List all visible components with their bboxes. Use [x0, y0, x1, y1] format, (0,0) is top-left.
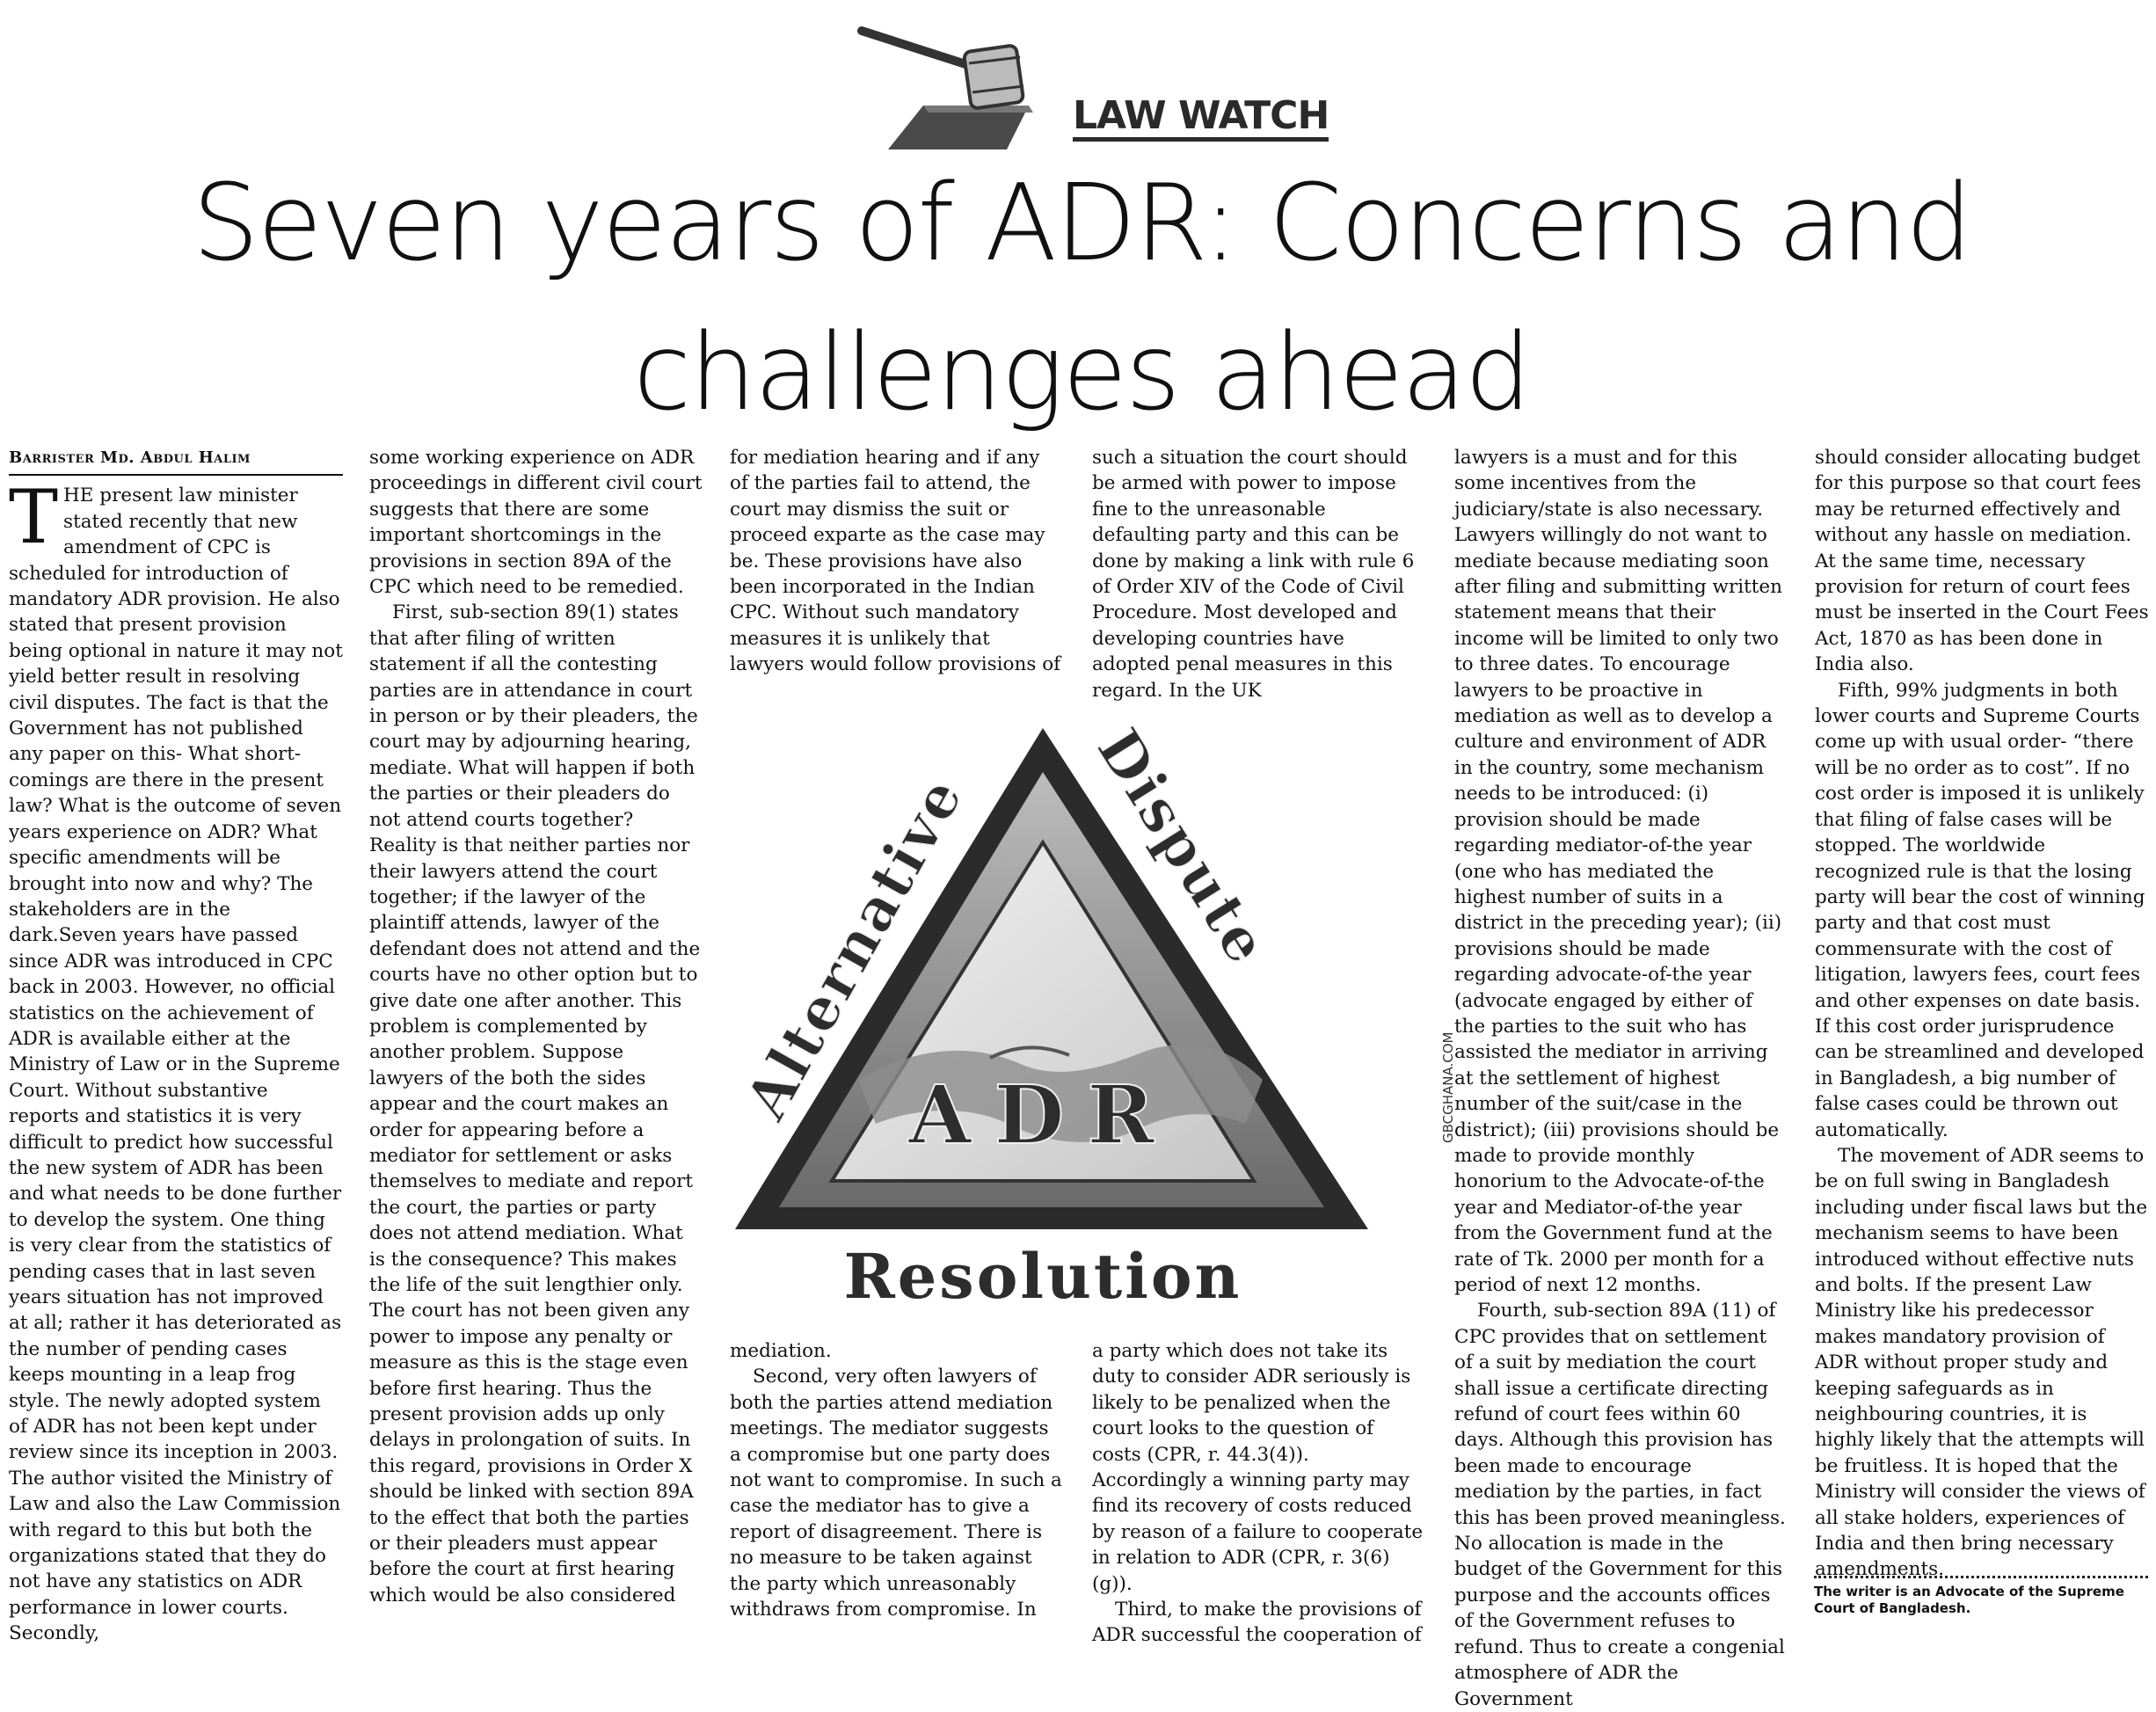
column-4-top-paragraph: such a situation the court should be armed with power to impose fine to the unreasonable defaulting party and this can be done by making a link with rule 6 of Order XIV of the Code of Civil Procedure. Most developed and developing countries have adopted penal measures in this regard. In the UK [1092, 447, 1415, 702]
section-label: LAW WATCH [1073, 95, 1329, 142]
column-2-paragraph-2: First, sub-section 89(1) states that after filing of written statement if all the contesting parties are in attendance in court in person or by their pleaders, the court may by adjourning hearing, mediate. What will happen if both the parties or their pleaders do not attend courts together? Reality is that neither parties nor their lawyers attend the court together; if the lawyer of the plaintiff attends, lawyer of the defendant does not attend and the courts have no other option but to give date one after another. This problem is complemented by another problem. Suppose lawyers of the both the sides appear and the court makes an order for appearing before a mediator for settlement or asks themselves to mediate and report the court, the parties or party does not attend mediation. What is the consequence? This makes the life of the suit lengthier only. The court has not been given any power to impose any penalty or measure as this is the stage even before first hearing. Thus the present provision adds up only delays in prolongation of suits. In this regard, provisions in Order X should be linked with section 89A to the effect that both the parties or their pleaders must appear before the court at first hearing which would be also considered [369, 601, 701, 1606]
column-1-paragraph-1 [9, 474, 343, 1646]
figure-center-label: ADR [908, 1067, 1177, 1162]
column-3-top-paragraph: for mediation hearing and if any of the parties fail to attend, the court may dismiss the suit or proceed exparte as the case may be. These provisions have also been incorporated in the Indian CPC. Without such mandatory measures it is unlikely that lawyers would follow provisions of [730, 447, 1061, 676]
column-3-bottom-paragraph-2: Second, very often lawyers of both the parties attend mediation meetings. The mediator suggests a compromise but one party does not want to compromise. In such a case the mediator has to give a report of disagreement. There is no measure to be taken against the party which unreasonably withdraws from compromise. In [730, 1366, 1062, 1621]
column-1-text: HE present law minister stated recently that new amendment of CPC is scheduled for introduction of mandatory ADR provision. He also stated that present provision being optional in nature it may not yield better result in resolving civil disputes. The fact is that the Government has not published any paper on this- What short-comings are there in the present law? What is the outcome of seven years experience on ADR? What specific amendments will be brought into now and why? The stakeholders are in the dark.Seven years have passed since ADR was introduced in CPC back in 2003. However, no official statistics on the achievement of ADR is available either at the Ministry of Law or in the Supreme Court. Without substantive reports and statistics it is very difficult to predict how successful the new system of ADR has been and what needs to be done further to develop the system. One thing is very clear from the statistics of pending cases that in last seven years situation has not improved at all; rather it has deteriorated as the number of pending cases keeps mounting in a leap frog style. The newly adopted system of ADR has not been kept under review since its inception in 2003. The author visited the Ministry of Law and also the Law Commission with regard to this but both the organizations stated that they do not have any statistics on ADR performance in lower courts. Secondly, [9, 484, 343, 1645]
column-4-bottom-paragraph-2: Third, to make the provisions of ADR successful the cooperation of [1092, 1599, 1422, 1647]
column-2 [369, 445, 703, 1608]
column-6-paragraph-1: should consider allocating budget for this purpose so that court fees may be returned effectively and without any hassle on mediation. At the same time, necessary provision for return of court fees must be inserted in the Court Fees Act, 1870 as has been done in India also. [1815, 447, 2149, 676]
column-6-paragraph-2: Fifth, 99% judgments in both lower courts and Supreme Courts come up with usual order- “there will be no order as to cost”. If no cost order is imposed it is unlikely that filing of false cases will be stopped. The worldwide recognized rule is that the losing party will bear the cost of winning party and that cost must commensurate with the cost of litigation, lawyers fees, court fees and other expenses on date basis. If this cost order jurisprudence can be streamlined and developed in Bangladesh, a big number of false cases could be thrown out automatically. [1815, 679, 2145, 1141]
headline-line-1: Seven years of ADR: Concerns and [192, 163, 1971, 285]
figure-label-dispute: Dispute [1083, 717, 1283, 977]
author-footnote: The writer is an Advocate of the Supreme Court of Bangladesh. [1814, 1576, 2148, 1617]
adr-triangle-figure [726, 710, 1421, 1319]
column-5 [1454, 445, 1788, 1712]
column-6-paragraph-3: The movement of ADR seems to be on full swing in Bangladesh including under fiscal laws but the mechanism seems to have been introduced without effective nuts and bolts. If the present Law Ministry like his predecessor makes mandatory provision of ADR without proper study and keeping safeguards as in neighbouring countries, it is highly likely that the attempts will be fruitless. It is hoped that the Ministry will consider the views of all stake holders, experiences of India and then bring necessary amendments. [1815, 1144, 2148, 1581]
column-4-top [1092, 445, 1426, 703]
figure-label-alternative: Alternative [731, 765, 977, 1131]
column-3-bottom-paragraph-1: mediation. [730, 1340, 832, 1362]
column-5-paragraph-1: lawyers is a must and for this some incentives from the judiciary/state is also necessary. Lawyers willingly do not want to mediate because mediating soon after filing and submitting written statement means that their income will be limited to only two to three dates. To encourage lawyers to be proactive in mediation as well as to develop a culture and environment of ADR in the country, some mechanism needs to be introduced: (i) provision should be made regarding mediator-of-the year (one who has mediated the highest number of suits in a district in the preceding year); (ii) provisions should be made regarding advocate-of-the year (advocate engaged by either of the parties to the suit who has assisted the mediator in arriving at the settlement of highest number of the suit/case in the district); (iii) provisions should be made to provide monthly honorium to the Advocate-of-the year and Mediator-of-the year from the Government fund at the rate of Tk. 2000 per month for a period of next 12 months. [1454, 447, 1782, 1296]
image-credit: GBCGHANA.COM [1440, 1031, 1456, 1143]
column-6 [1815, 445, 2149, 1583]
column-4-bottom-paragraph-1: a party which does not take its duty to consider ADR seriously is likely to be penalized when the court looks to the question of costs (CPR, r. 44.3(4)). Accordingly a winning party may find its recovery of costs reduced by reason of a failure to cooperate in relation to ADR (CPR, r. 3(6)(g)). [1092, 1340, 1424, 1595]
column-1 [9, 445, 343, 1647]
headline [132, 149, 2031, 448]
byline: Barrister Md. Abdul Halim [9, 445, 343, 476]
figure-label-resolution: Resolution [843, 1240, 1242, 1313]
column-4-bottom [1092, 1338, 1426, 1649]
column-2-paragraph-1: some working experience on ADR proceedings in different civil court suggests that there are some important shortcomings in the provisions in section 89A of the CPC which need to be remedied. [369, 447, 703, 599]
column-3-top [730, 445, 1064, 678]
headline-line-2: challenges ahead [633, 312, 1530, 434]
column-5-paragraph-2: Fourth, sub-section 89A (11) of CPC provides that on settlement of a suit by mediation the court shall issue a certificate directing refund of court fees within 60 days. Although this provision has been made to encourage mediation by the parties, in fact this has been proved meaningless. No allocation is made in the budget of the Government for this purpose and the accounts offices of the Government refuses to refund. Thus to create a congenial atmosphere of ADR the Government [1454, 1300, 1786, 1710]
drop-cap: T [9, 474, 59, 561]
column-3-bottom [730, 1338, 1064, 1622]
